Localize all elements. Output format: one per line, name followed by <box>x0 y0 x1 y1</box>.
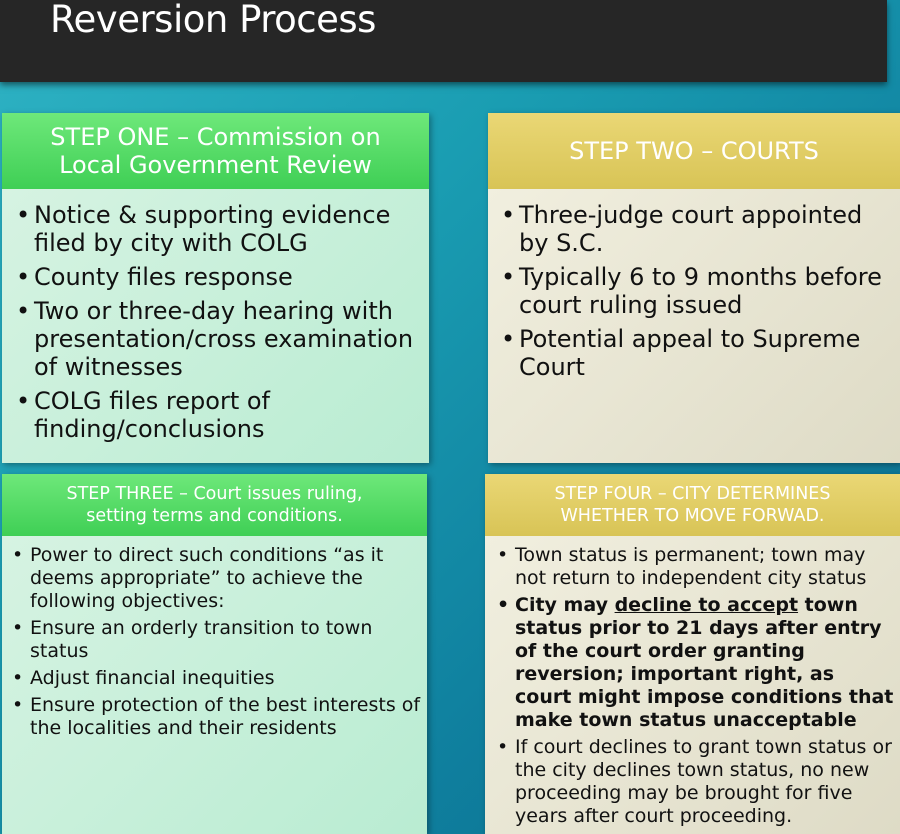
list-item: • Notice & supporting evidence filed by city with COLG <box>34 201 415 257</box>
step-one-header-line2: Local Government Review <box>59 151 372 179</box>
list-item: • Ensure protection of the best interests of the localities and their residents <box>30 694 421 740</box>
list-item: • Ensure an orderly transition to town status <box>30 617 421 663</box>
list-item <box>515 594 896 732</box>
step-four-header-line1: STEP FOUR – CITY DETERMINES <box>554 484 831 504</box>
list-item: • Two or three-day hearing with presentation/cross examination of witnesses <box>34 297 415 381</box>
step-two-body <box>488 189 900 463</box>
list-item: • Potential appeal to Supreme Court <box>519 325 894 381</box>
step-one-header <box>2 113 429 189</box>
step-two-header <box>488 113 900 189</box>
list-item: • Adjust financial inequities <box>30 667 421 690</box>
step-one-body <box>2 189 429 463</box>
step-four-panel <box>485 474 900 834</box>
step-three-body <box>2 536 427 834</box>
list-item: • Typically 6 to 9 months before court ruling issued <box>519 263 894 319</box>
step-four-header-line2: WHETHER TO MOVE FORWAD. <box>560 506 825 526</box>
step-two-panel <box>488 113 900 463</box>
step-three-header <box>2 474 427 536</box>
step-three-header-line2: setting terms and conditions. <box>86 506 343 526</box>
list-item: • If court declines to grant town status or the city declines town status, no new proceeding may be brought for five years after court proceeding. <box>515 736 896 828</box>
step-two-header-text: STEP TWO – COURTS <box>569 137 819 165</box>
step-four-header <box>485 474 900 536</box>
step-two-list <box>488 189 900 381</box>
step-one-list <box>2 189 429 443</box>
step-one-panel <box>2 113 429 463</box>
step-one-header-line1: STEP ONE – Commission on <box>50 123 381 151</box>
step-three-list <box>2 536 427 740</box>
step-four-body <box>485 536 900 834</box>
title-bar <box>0 0 887 82</box>
underlined-phrase: decline to accept <box>614 594 799 616</box>
list-item: • COLG files report of finding/conclusions <box>34 387 415 443</box>
list-item: • Town status is permanent; town may not return to independent city status <box>515 544 896 590</box>
step-three-panel <box>2 474 427 834</box>
slide-title: Reversion Process <box>50 0 376 41</box>
step-three-header-line1: STEP THREE – Court issues ruling, <box>66 484 363 504</box>
step-four-list <box>485 536 900 828</box>
item-text: City may <box>515 594 615 616</box>
list-item: • Power to direct such conditions “as it deems appropriate” to achieve the following objectives: <box>30 544 421 613</box>
list-item: • Three-judge court appointed by S.C. <box>519 201 894 257</box>
list-item: • County files response <box>34 263 415 291</box>
item-text: town status prior to 21 days after entry of the court order granting reversion; important right, as court might impose conditions that make town status unacceptable <box>515 594 894 731</box>
